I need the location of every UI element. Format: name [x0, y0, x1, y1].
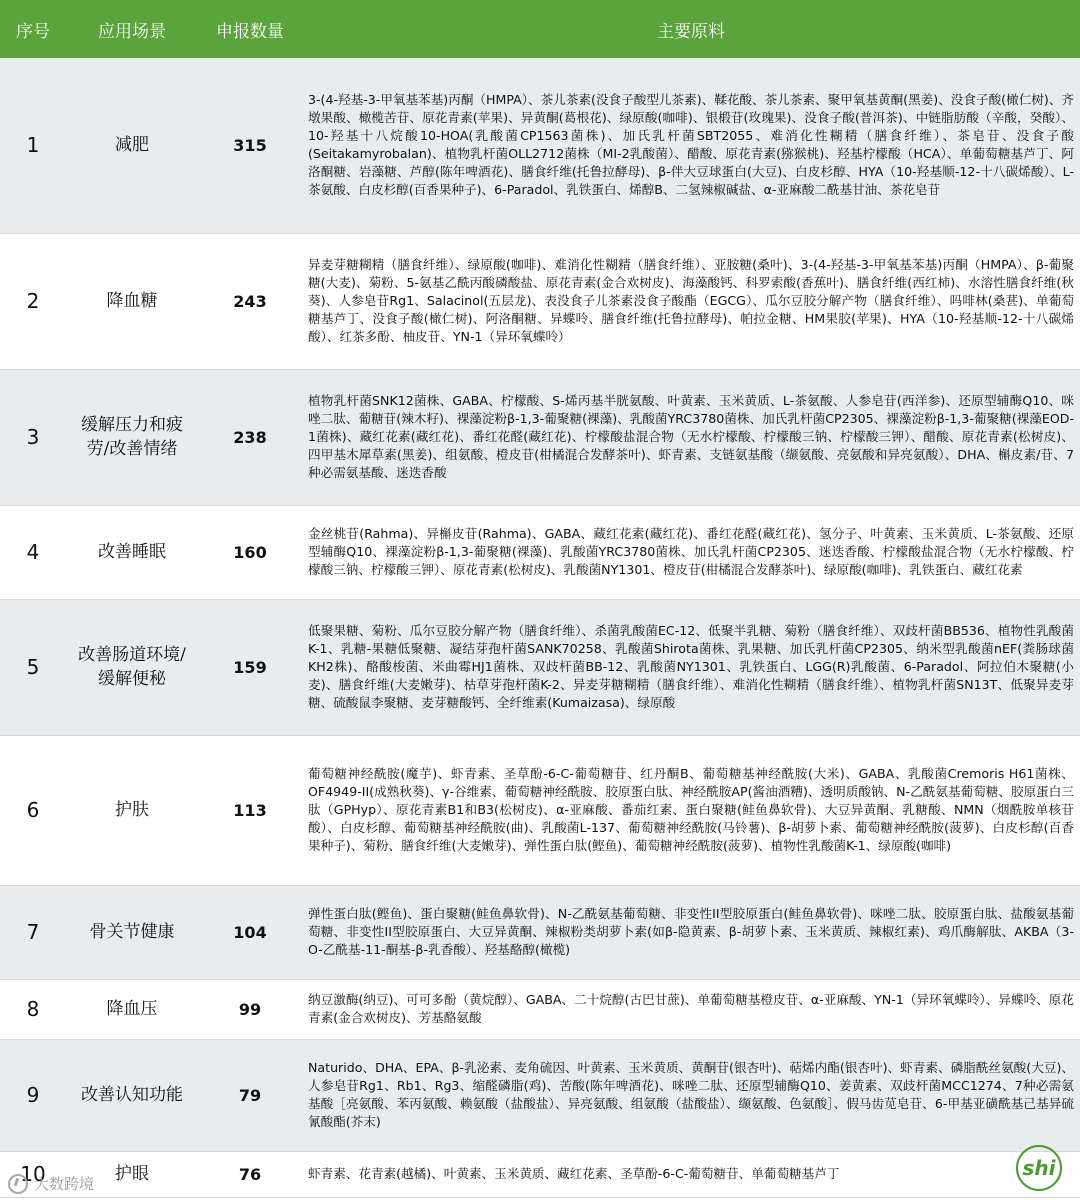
row-count: 99 — [198, 979, 302, 1039]
row-materials: 弹性蛋白肽(鲣鱼)、蛋白聚糖(鲑鱼鼻软骨)、N-乙酰氨基葡萄糖、非变性II型胶原蛋白(鲑鱼鼻软骨)、咪唑二肽、胶原蛋白肽、盐酸氨基葡萄糖、非变性II型胶原蛋白、大豆异黄酮、辣椒粉类胡萝卜素(如β-隐黄素、β-胡萝卜素、玉米黄质、辣椒红素)、鸡爪酶解肽、AKBA（3-O-乙酰基-11-酮基-β-乳香酸）、羟基酪醇(橄榄) — [302, 885, 1080, 979]
row-scene: 护肤 — [66, 735, 198, 885]
row-count: 159 — [198, 599, 302, 735]
row-index: 5 — [0, 599, 66, 735]
row-index: 6 — [0, 735, 66, 885]
row-scene: 降血压 — [66, 979, 198, 1039]
header-index: 序号 — [0, 0, 66, 58]
row-index: 8 — [0, 979, 66, 1039]
header-materials: 主要原料 — [302, 0, 1080, 58]
watermark-text: 大数跨境 — [34, 1175, 95, 1193]
brand-logo-icon — [1008, 1144, 1070, 1192]
row-materials: 纳豆激酶(纳豆)、可可多酚（黄烷醇）、GABA、二十烷醇(古巴甘蔗)、单葡萄糖基橙皮苷、α-亚麻酸、YN-1（异环氧蝶呤）、异蝶呤、原花青素(金合欢树皮)、芳基酪氨酸 — [302, 979, 1080, 1039]
table-header-row — [0, 0, 1080, 58]
row-index: 7 — [0, 885, 66, 979]
table-row — [0, 599, 1080, 735]
table-row — [0, 979, 1080, 1039]
row-materials: 葡萄糖神经酰胺(魔芋)、虾青素、圣草酚-6-C-葡萄糖苷、红丹酮B、葡萄糖基神经酰胺(大米)、GABA、乳酸菌Cremoris H61菌株、OF4949-II(成熟秋葵)、γ-谷维素、葡萄糖神经酰胺、胶原蛋白肽、神经酰胺AP(酱油酒糟)、透明质酸钠、N-乙酰氨基葡萄糖、胶原蛋白三肽（GPHyp）、原花青素B1和B3(松树皮)、α-亚麻酸、番茄红素、蛋白聚糖(鲑鱼鼻软骨)、大豆异黄酮、乳糖酸、NMN（烟酰胺单核苷酸）、白皮杉醇、葡萄糖基神经酰胺(曲)、乳酸菌L-137、葡萄糖神经酰胺(马铃薯)、β-胡萝卜素、葡萄糖神经酰胺(菠萝)、白皮杉醇(百香果种子)、菊粉、膳食纤维(大麦嫩芽)、弹性蛋白肽(鲣鱼)、葡萄糖神经酰胺(菠萝)、植物性乳酸菌K-1、绿原酸(咖啡) — [302, 735, 1080, 885]
row-materials: 3-(4-羟基-3-甲氧基苯基)丙酮（HMPA）、茶儿茶素(没食子酸型儿茶素)、鞣花酸、茶儿茶素、聚甲氧基黄酮(黑姜)、没食子酸(橄仁树)、齐墩果酸、橄榄苦苷、原花青素(苹果)、异黄酮(葛根花)、绿原酸(咖啡)、银椴苷(玫瑰果)、没食子酸(普洱茶)、中链脂肪酸（辛酸，癸酸）、10-羟基十八烷酸10-HOA(乳酸菌CP1563菌株)、加氏乳杆菌SBT2055、难消化性糊精（膳食纤维）、茶皂苷、没食子酸(Seitakamyrobalan)、植物乳杆菌OLL2712菌株（MI-2乳酸菌）、醋酸、原花青素(猕猴桃)、羟基柠檬酸（HCA）、单葡萄糖基芦丁、阿洛酮糖、岩藻糖、芦醇(陈年啤酒花)、膳食纤维(托鲁拉酵母)、β-伴大豆球蛋白(大豆)、白皮杉醇、HYA（10-羟基顺-12-十八碳烯酸）、L-茶氨酸、白皮杉醇(百香果种子)、6-Paradol、乳铁蛋白、烯醇B、二氢辣椒碱盐、α-亚麻酸二酰基甘油、茶花皂苷 — [302, 58, 1080, 233]
row-materials: 低聚果糖、菊粉、瓜尔豆胶分解产物（膳食纤维）、杀菌乳酸菌EC-12、低聚半乳糖、菊粉（膳食纤维）、双歧杆菌BB536、植物性乳酸菌K-1、乳糖-果糖低聚糖、凝结芽孢杆菌SANK70258、乳酸菌Shirota菌株、乳果糖、加氏乳杆菌CP2305、纳米型乳酸菌nEF(粪肠球菌KH2株)、酪酸梭菌、米曲霉HJ1菌株、双歧杆菌BB-12、乳酸菌NY1301、乳铁蛋白、LGG(R)乳酸菌、6-Paradol、阿拉伯木聚糖(小麦)、膳食纤维(大麦嫩芽)、枯草芽孢杆菌K-2、异麦芽糖糊精（膳食纤维）、难消化性糊精（膳食纤维）、植物乳杆菌SN13T、低聚异麦芽糖、硫酸鼠李聚糖、麦芽糖酸钙、全纤维素(Kumaizasa)、绿原酸 — [302, 599, 1080, 735]
watermark — [8, 1173, 94, 1194]
table-row — [0, 369, 1080, 505]
row-count: 243 — [198, 233, 302, 369]
row-count: 79 — [198, 1039, 302, 1151]
row-count: 160 — [198, 505, 302, 599]
table-row — [0, 1039, 1080, 1151]
row-count: 113 — [198, 735, 302, 885]
table-row — [0, 885, 1080, 979]
table-row — [0, 505, 1080, 599]
row-scene: 改善睡眠 — [66, 505, 198, 599]
row-scene: 减肥 — [66, 58, 198, 233]
table-row — [0, 1151, 1080, 1197]
row-materials: 植物乳杆菌SNK12菌株、GABA、柠檬酸、S-烯丙基半胱氨酸、叶黄素、玉米黄质、L-茶氨酸、人参皂苷(西洋参)、还原型辅酶Q10、咪唑二肽、葡糖苷(辣木籽)、裸藻淀粉β-1,3-葡聚糖(裸藻)、乳酸菌YRC3780菌株、加氏乳杆菌CP2305、裸藻淀粉β-1,3-葡聚糖(裸藻EOD-1菌株)、藏红花素(藏红花)、番红花醛(藏红花)、柠檬酸盐混合物（无水柠檬酸、柠檬酸三钠、柠檬酸三钾）、醋酸、原花青素(松树皮)、四甲基木犀草素(黑姜)、组氨酸、橙皮苷(柑橘混合发酵茶叶)、虾青素、支链氨基酸（缬氨酸、亮氨酸和异亮氨酸）、DHA、槲皮素/苷、7种必需氨基酸、迷迭香酸 — [302, 369, 1080, 505]
row-index: 4 — [0, 505, 66, 599]
row-index: 3 — [0, 369, 66, 505]
row-index: 9 — [0, 1039, 66, 1151]
row-scene: 骨关节健康 — [66, 885, 198, 979]
row-materials: 金丝桃苷(Rahma)、异槲皮苷(Rahma)、GABA、藏红花素(藏红花)、番红花醛(藏红花)、氢分子、叶黄素、玉米黄质、L-茶氨酸、还原型辅酶Q10、裸藻淀粉β-1,3-葡聚糖(裸藻)、乳酸菌YRC3780菌株、加氏乳杆菌CP2305、迷迭香酸、柠檬酸盐混合物（无水柠檬酸、柠檬酸三钠、柠檬酸三钾）、原花青素(松树皮)、乳酸菌NY1301、橙皮苷(柑橘混合发酵茶叶)、绿原酸(咖啡)、乳铁蛋白、藏红花素 — [302, 505, 1080, 599]
row-scene: 降血糖 — [66, 233, 198, 369]
table-row — [0, 58, 1080, 233]
row-scene: 改善肠道环境/缓解便秘 — [66, 599, 198, 735]
row-scene: 改善认知功能 — [66, 1039, 198, 1151]
row-index: 2 — [0, 233, 66, 369]
row-count: 238 — [198, 369, 302, 505]
row-count: 315 — [198, 58, 302, 233]
header-scene: 应用场景 — [66, 0, 198, 58]
row-count: 104 — [198, 885, 302, 979]
table-row — [0, 233, 1080, 369]
row-materials: 虾青素、花青素(越橘)、叶黄素、玉米黄质、藏红花素、圣草酚-6-C-葡萄糖苷、单葡萄糖基芦丁 — [302, 1151, 1080, 1197]
row-index: 1 — [0, 58, 66, 233]
logo-text: shi — [1022, 1156, 1056, 1180]
row-scene: 护眼 — [66, 1151, 198, 1197]
row-materials: 异麦芽糖糊精（膳食纤维）、绿原酸(咖啡)、难消化性糊精（膳食纤维）、亚胺糖(桑叶)、3-(4-羟基-3-甲氧基苯基)丙酮（HMPA）、β-葡聚糖(大麦)、菊粉、5-氨基乙酰丙酸磷酸盐、原花青素(金合欢树皮)、海藻酸钙、科罗索酸(香蕉叶)、膳食纤维(西红柿)、水溶性膳食纤维(秋葵)、人参皂苷Rg1、Salacinol(五层龙)、表没食子儿茶素没食子酸酯（EGCG）、瓜尔豆胶分解产物（膳食纤维）、吗啡林(桑葚)、单葡萄糖基芦丁、没食子酸(橄仁树)、阿洛酮糖、异蝶呤、膳食纤维(托鲁拉酵母)、帕拉金糖、HM果胶(苹果)、HYA（10-羟基顺-12-十八碳烯酸）、红茶多酚、柚皮苷、YN-1（异环氧蝶呤） — [302, 233, 1080, 369]
row-index: 10 — [0, 1151, 66, 1197]
row-scene: 缓解压力和疲劳/改善情绪 — [66, 369, 198, 505]
row-materials: Naturido、DHA、EPA、β-乳泌素、麦角硫因、叶黄素、玉米黄质、黄酮苷(银杏叶)、萜烯内酯(银杏叶)、虾青素、磷脂酰丝氨酸(大豆)、人参皂苷Rg1、Rb1、Rg3、缩醛磷脂(鸡)、苦酸(陈年啤酒花)、咪唑二肽、还原型辅酶Q10、姜黄素、双歧杆菌MCC1274、7种必需氨基酸［亮氨酸、苯丙氨酸、赖氨酸（盐酸盐）、异亮氨酸、组氨酸（盐酸盐）、缬氨酸、色氨酸］、假马齿苋皂苷、6-甲基亚磺酰基己基异硫氰酸酯(芥末) — [302, 1039, 1080, 1151]
row-count: 76 — [198, 1151, 302, 1197]
watermark-icon — [8, 1174, 28, 1194]
header-count: 申报数量 — [198, 0, 302, 58]
table-row — [0, 735, 1080, 885]
